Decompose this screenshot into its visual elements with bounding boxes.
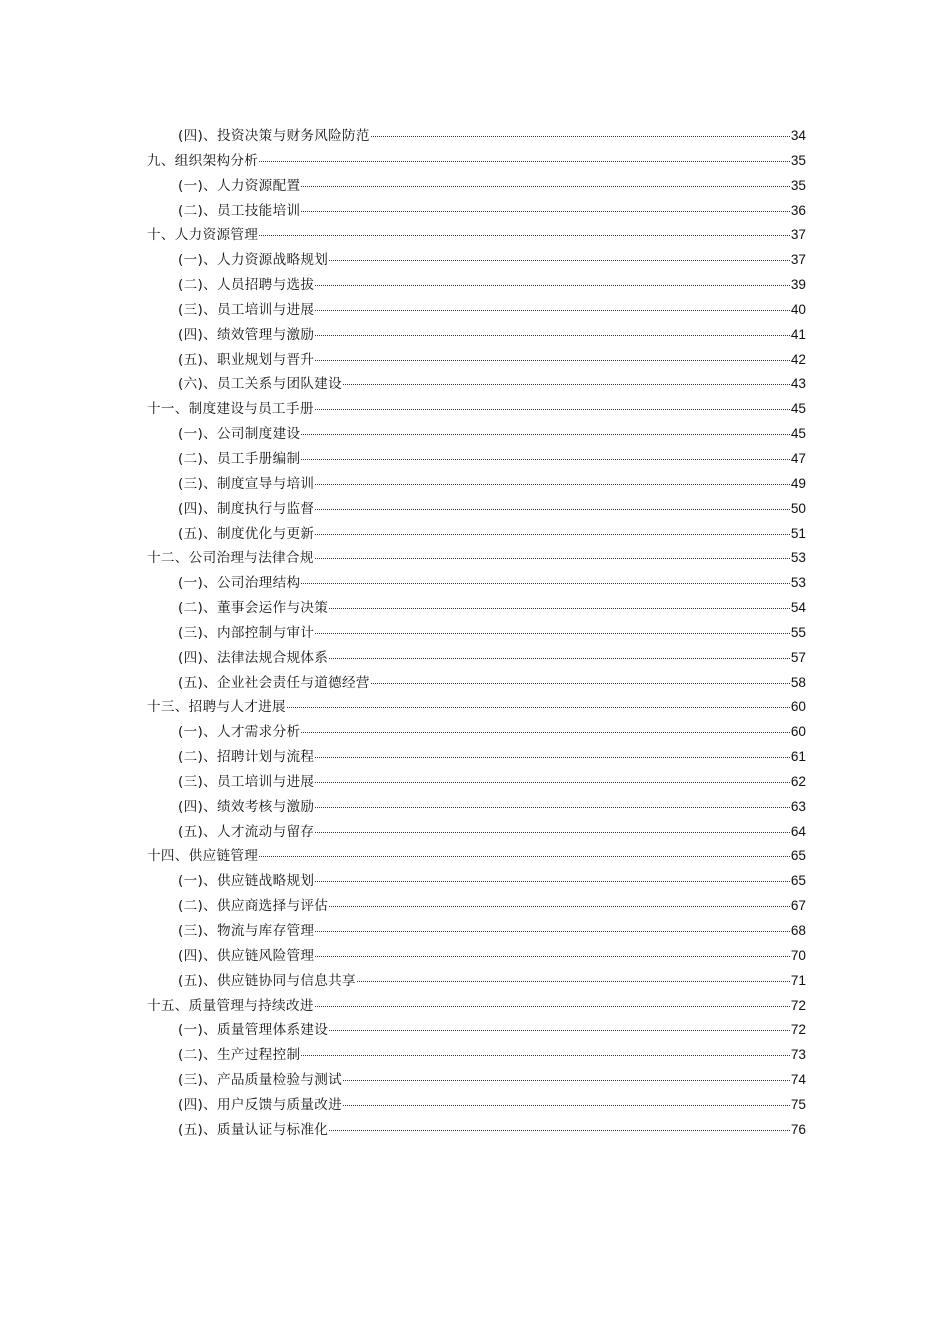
- toc-dot-leader: [301, 458, 790, 460]
- toc-entry-title: (四)、法律法规合规体系: [178, 649, 329, 666]
- toc-entry-page-number: 72: [790, 1022, 806, 1038]
- toc-entry-page-number: 50: [790, 500, 806, 516]
- toc-dot-leader: [315, 483, 790, 485]
- toc-entry-title: (五)、质量认证与标准化: [178, 1121, 329, 1138]
- toc-entry[interactable]: [147, 720, 806, 745]
- toc-dot-leader: [343, 383, 790, 385]
- toc-dot-leader: [315, 831, 790, 833]
- toc-dot-leader: [315, 806, 790, 808]
- toc-entry[interactable]: [147, 223, 806, 248]
- toc-entry-title: 十五、质量管理与持续改进: [147, 997, 314, 1014]
- toc-entry-title: (一)、人力资源战略规划: [178, 252, 329, 269]
- toc-dot-leader: [343, 1079, 790, 1081]
- toc-entry[interactable]: [147, 1093, 806, 1118]
- toc-entry-page-number: 74: [790, 1072, 806, 1088]
- toc-dot-leader: [329, 1129, 790, 1131]
- toc-entry[interactable]: [147, 447, 806, 472]
- toc-entry-title: (一)、质量管理体系建设: [178, 1022, 329, 1039]
- toc-entry-page-number: 37: [790, 227, 806, 243]
- toc-entry-page-number: 42: [790, 351, 806, 367]
- toc-entry-page-number: 73: [790, 1047, 806, 1063]
- toc-entry[interactable]: [147, 944, 806, 969]
- toc-entry-title: (一)、人才需求分析: [178, 724, 301, 741]
- toc-entry-page-number: 43: [790, 376, 806, 392]
- toc-entry[interactable]: [147, 273, 806, 298]
- toc-entry[interactable]: [147, 348, 806, 373]
- toc-entry-title: (三)、产品质量检验与测试: [178, 1072, 343, 1089]
- toc-dot-leader: [329, 905, 790, 907]
- toc-entry-title: (一)、公司制度建设: [178, 426, 301, 443]
- toc-entry[interactable]: [147, 497, 806, 522]
- toc-entry-page-number: 53: [790, 550, 806, 566]
- toc-entry-page-number: 75: [790, 1096, 806, 1112]
- toc-dot-leader: [315, 508, 790, 510]
- toc-dot-leader: [357, 980, 790, 982]
- toc-dot-leader: [259, 855, 790, 857]
- toc-entry-title: (六)、员工关系与团队建设: [178, 376, 343, 393]
- toc-entry[interactable]: [147, 795, 806, 820]
- toc-dot-leader: [315, 632, 790, 634]
- toc-entry-page-number: 61: [790, 749, 806, 765]
- toc-entry[interactable]: [147, 1118, 806, 1143]
- toc-entry-title: (三)、员工培训与进展: [178, 301, 315, 318]
- toc-dot-leader: [343, 1104, 790, 1106]
- toc-dot-leader: [329, 259, 790, 261]
- toc-entry-title: (三)、物流与库存管理: [178, 923, 315, 939]
- toc-entry[interactable]: [147, 199, 806, 224]
- toc-entry-page-number: 39: [790, 277, 806, 293]
- toc-entry-title: (三)、制度宣导与培训: [178, 475, 315, 492]
- toc-dot-leader: [315, 756, 790, 758]
- toc-entry-page-number: 63: [790, 798, 806, 814]
- toc-entry-title: 十、人力资源管理: [147, 227, 259, 244]
- toc-dot-leader: [315, 408, 790, 410]
- toc-entry-title: 十四、供应链管理: [147, 848, 259, 865]
- toc-entry-page-number: 36: [790, 202, 806, 218]
- toc-entry-title: (五)、供应链协同与信息共享: [178, 972, 356, 989]
- toc-entry[interactable]: [147, 397, 806, 422]
- toc-dot-leader: [315, 557, 790, 559]
- toc-dot-leader: [315, 284, 790, 286]
- toc-entry-title: (二)、董事会运作与决策: [178, 600, 329, 617]
- toc-entry-page-number: 67: [790, 898, 806, 914]
- toc-dot-leader: [315, 334, 790, 336]
- toc-entry-title: (四)、用户反馈与质量改进: [178, 1096, 343, 1113]
- toc-dot-leader: [329, 607, 790, 609]
- table-of-contents: [147, 124, 806, 1143]
- toc-entry[interactable]: [147, 174, 806, 199]
- toc-entry-page-number: 51: [790, 525, 806, 541]
- toc-entry[interactable]: [147, 298, 806, 323]
- toc-dot-leader: [259, 234, 790, 236]
- toc-entry-page-number: 45: [790, 401, 806, 417]
- toc-entry-page-number: 45: [790, 426, 806, 442]
- toc-entry-title: (二)、人员招聘与选拔: [178, 277, 315, 294]
- toc-entry-title: (五)、制度优化与更新: [178, 525, 315, 542]
- toc-entry-title: (四)、绩效考核与激励: [178, 798, 315, 815]
- toc-dot-leader: [301, 210, 790, 212]
- toc-entry[interactable]: [147, 919, 806, 944]
- toc-entry[interactable]: [147, 422, 806, 447]
- toc-entry[interactable]: [147, 1043, 806, 1068]
- toc-dot-leader: [315, 930, 790, 932]
- toc-entry-title: (三)、员工培训与进展: [178, 773, 315, 790]
- toc-entry-title: (五)、人才流动与留存: [178, 823, 315, 840]
- toc-entry-page-number: 58: [790, 674, 806, 690]
- toc-entry[interactable]: [147, 522, 806, 547]
- toc-entry[interactable]: [147, 1068, 806, 1093]
- toc-dot-leader: [371, 135, 790, 137]
- toc-entry-page-number: 62: [790, 773, 806, 789]
- toc-entry-title: 十三、招聘与人才进展: [147, 699, 286, 716]
- toc-entry[interactable]: [147, 646, 806, 671]
- toc-entry-title: (一)、供应链战略规划: [178, 873, 315, 890]
- toc-dot-leader: [301, 1054, 790, 1056]
- toc-entry[interactable]: [147, 248, 806, 273]
- toc-entry[interactable]: [147, 770, 806, 795]
- toc-entry-page-number: 49: [790, 475, 806, 491]
- toc-dot-leader: [315, 955, 790, 957]
- toc-entry[interactable]: [147, 745, 806, 770]
- toc-dot-leader: [315, 1005, 790, 1007]
- toc-entry[interactable]: [147, 323, 806, 348]
- toc-entry[interactable]: [147, 621, 806, 646]
- toc-entry-title: (四)、绩效管理与激励: [178, 326, 315, 343]
- toc-entry-page-number: 72: [790, 997, 806, 1013]
- toc-dot-leader: [301, 433, 790, 435]
- toc-entry-page-number: 35: [790, 177, 806, 193]
- toc-dot-leader: [259, 160, 790, 162]
- toc-entry-page-number: 70: [790, 947, 806, 963]
- toc-entry-page-number: 35: [790, 152, 806, 168]
- toc-entry-title: (一)、公司治理结构: [178, 575, 301, 592]
- toc-dot-leader: [329, 657, 790, 659]
- toc-entry[interactable]: [147, 596, 806, 621]
- toc-dot-leader: [315, 309, 790, 311]
- toc-entry-page-number: 55: [790, 624, 806, 640]
- toc-entry-title: 十二、公司治理与法律合规: [147, 550, 314, 567]
- toc-entry-title: (二)、员工手册编制: [178, 450, 301, 467]
- toc-entry-title: (一)、人力资源配置: [178, 177, 301, 194]
- toc-entry-page-number: 64: [790, 823, 806, 839]
- toc-entry[interactable]: [147, 844, 806, 869]
- toc-entry[interactable]: [147, 820, 806, 845]
- toc-entry-title: (五)、企业社会责任与道德经营: [178, 674, 370, 691]
- toc-entry-page-number: 76: [790, 1121, 806, 1137]
- toc-entry[interactable]: [147, 571, 806, 596]
- toc-entry[interactable]: [147, 149, 806, 174]
- toc-entry-page-number: 65: [790, 873, 806, 889]
- toc-entry-title: (二)、生产过程控制: [178, 1047, 301, 1064]
- toc-entry-page-number: 54: [790, 600, 806, 616]
- toc-entry-page-number: 47: [790, 450, 806, 466]
- toc-dot-leader: [301, 185, 790, 187]
- toc-dot-leader: [315, 359, 790, 361]
- toc-entry-page-number: 60: [790, 724, 806, 740]
- toc-dot-leader: [329, 1029, 790, 1031]
- toc-entry-title: (二)、供应商选择与评估: [178, 898, 329, 915]
- toc-entry[interactable]: [147, 894, 806, 919]
- toc-dot-leader: [315, 880, 790, 882]
- toc-entry[interactable]: [147, 372, 806, 397]
- toc-entry-title: (四)、制度执行与监督: [178, 500, 315, 517]
- toc-dot-leader: [287, 706, 790, 708]
- toc-entry[interactable]: [147, 124, 806, 149]
- toc-dot-leader: [315, 533, 790, 535]
- toc-entry[interactable]: [147, 1018, 806, 1043]
- toc-entry[interactable]: [147, 994, 806, 1019]
- toc-entry-title: (五)、职业规划与晋升: [178, 351, 315, 368]
- toc-entry[interactable]: [147, 671, 806, 696]
- toc-entry-page-number: 60: [790, 699, 806, 715]
- toc-entry[interactable]: [147, 546, 806, 571]
- toc-entry-title: (二)、招聘计划与流程: [178, 749, 315, 766]
- toc-entry-page-number: 41: [790, 326, 806, 342]
- toc-dot-leader: [301, 582, 790, 584]
- toc-entry-page-number: 71: [790, 972, 806, 988]
- toc-entry-title: (四)、供应链风险管理: [178, 947, 315, 964]
- toc-entry[interactable]: [147, 472, 806, 497]
- toc-entry-page-number: 57: [790, 649, 806, 665]
- toc-entry-title: 十一、制度建设与员工手册: [147, 401, 314, 418]
- toc-entry-title: (二)、员工技能培训: [178, 202, 301, 219]
- toc-entry-page-number: 68: [790, 923, 806, 938]
- toc-entry-title: 九、组织架构分析: [147, 152, 259, 169]
- toc-entry-page-number: 53: [790, 575, 806, 591]
- toc-entry-page-number: 65: [790, 848, 806, 864]
- toc-entry-title: (三)、内部控制与审计: [178, 624, 315, 641]
- toc-entry-page-number: 40: [790, 301, 806, 317]
- toc-entry-page-number: 37: [790, 252, 806, 268]
- toc-entry[interactable]: [147, 695, 806, 720]
- toc-dot-leader: [315, 781, 790, 783]
- toc-dot-leader: [371, 682, 790, 684]
- toc-entry-title: (四)、投资决策与财务风险防范: [178, 128, 370, 144]
- toc-entry[interactable]: [147, 869, 806, 894]
- toc-entry-page-number: 34: [790, 128, 806, 143]
- toc-dot-leader: [301, 731, 790, 733]
- toc-entry[interactable]: [147, 969, 806, 994]
